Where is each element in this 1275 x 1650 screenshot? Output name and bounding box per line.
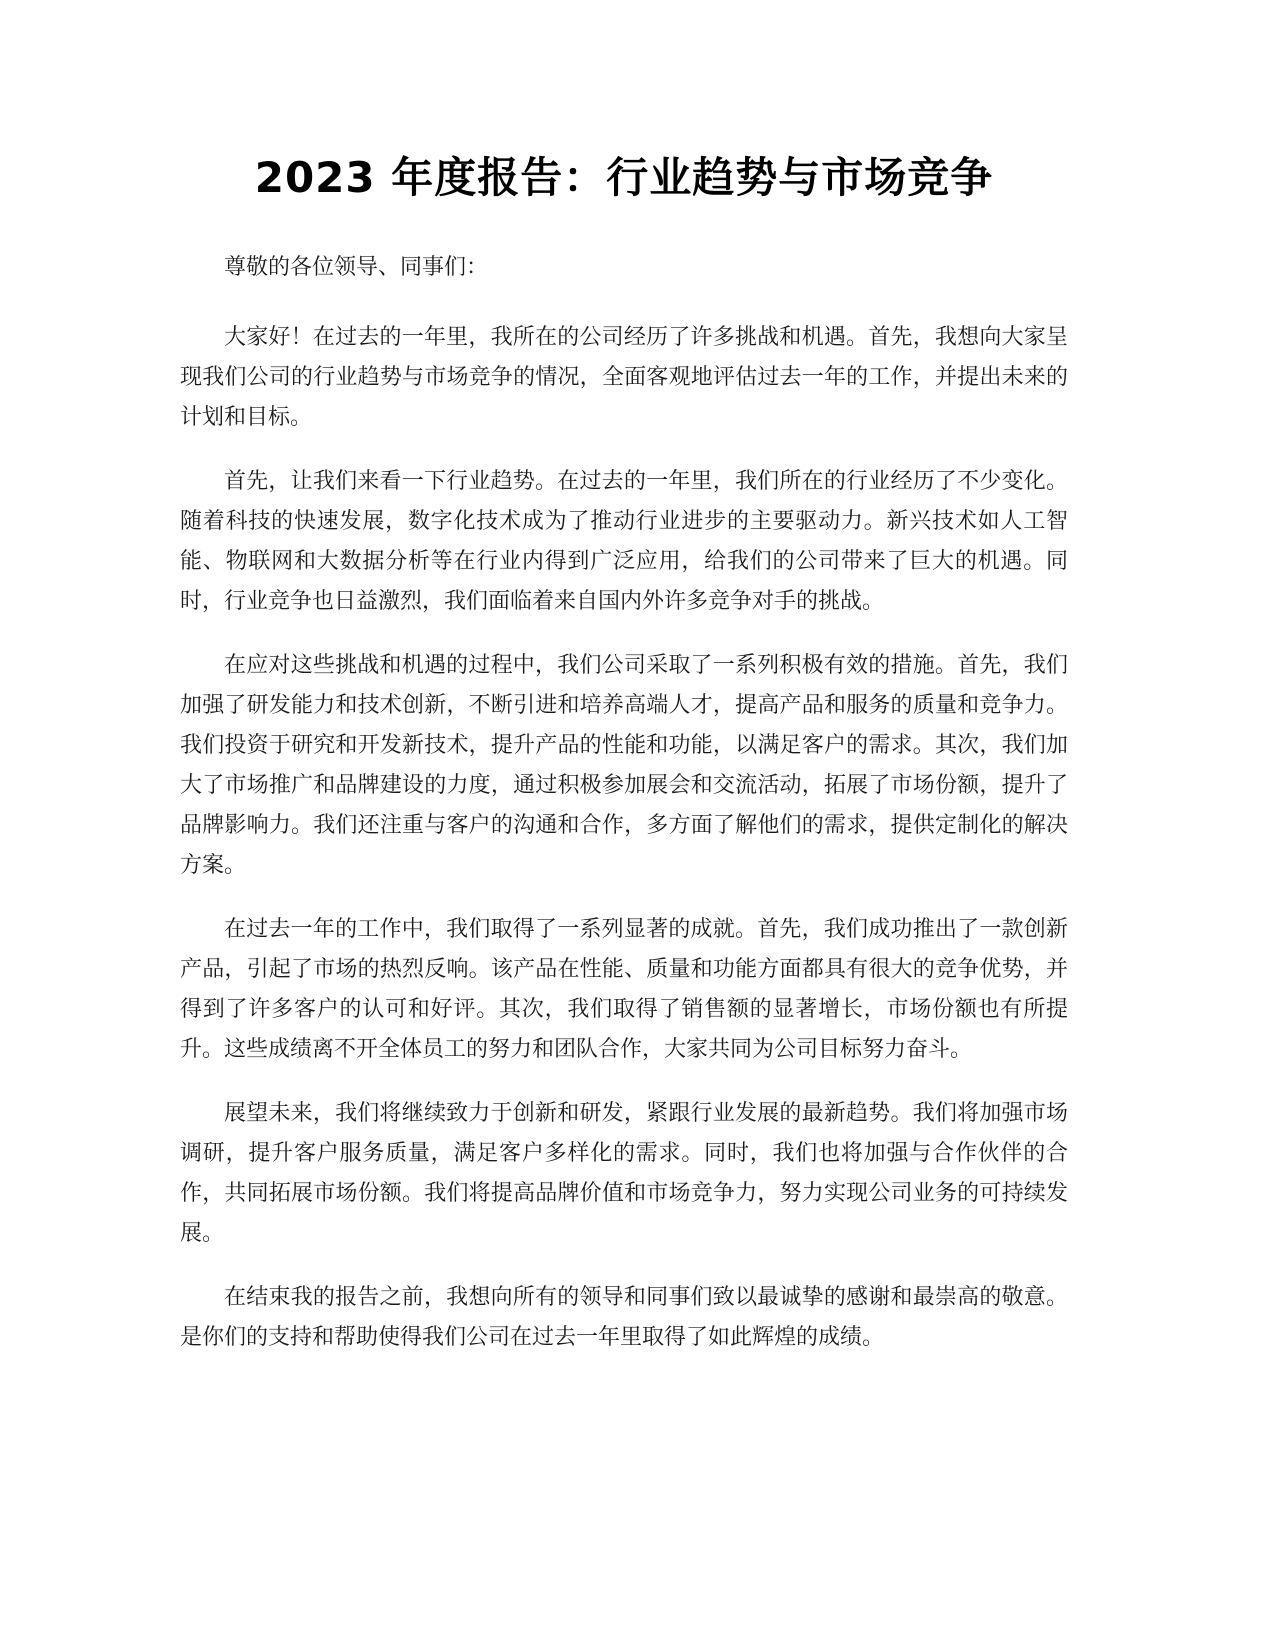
paragraph-achievements: 在过去一年的工作中，我们取得了一系列显著的成就。首先，我们成功推出了一款创新产品，引起了市场的热烈反响。该产品在性能、质量和功能方面都具有很大的竞争优势，并得到了许多客户的认可和好评。其次，我们取得了销售额的显著增长，市场份额也有所提升。这些成绩离不开全体员工的努力和团队合作，大家共同为公司目标努力奋斗。 [180,917,1068,1062]
paragraph-outlook: 展望未来，我们将继续致力于创新和研发，紧跟行业发展的最新趋势。我们将加强市场调研，提升客户服务质量，满足客户多样化的需求。同时，我们也将加强与合作伙伴的合作，共同拓展市场份额。我们将提高品牌价值和市场竞争力，努力实现公司业务的可持续发展。 [180,1101,1068,1246]
paragraph-closing: 在结束我的报告之前，我想向所有的领导和同事们致以最诚挚的感谢和最崇高的敬意。是你们的支持和帮助使得我们公司在过去一年里取得了如此辉煌的成绩。 [180,1285,1068,1350]
paragraph-measures: 在应对这些挑战和机遇的过程中，我们公司采取了一系列积极有效的措施。首先，我们加强了研发能力和技术创新，不断引进和培养高端人才，提高产品和服务的质量和竞争力。我们投资于研究和开发新技术，提升产品的性能和功能，以满足客户的需求。其次，我们加大了市场推广和品牌建设的力度，通过积极参加展会和交流活动，拓展了市场份额，提升了品牌影响力。我们还注重与客户的沟通和合作，多方面了解他们的需求，提供定制化的解决方案。 [180,653,1068,878]
salutation: 尊敬的各位领导、同事们： [224,255,489,280]
paragraph-intro: 大家好！在过去的一年里，我所在的公司经历了许多挑战和机遇。首先，我想向大家呈现我们公司的行业趋势与市场竞争的情况，全面客观地评估过去一年的工作，并提出未来的计划和目标。 [180,325,1068,430]
paragraph-industry-trends: 首先，让我们来看一下行业趋势。在过去的一年里，我们所在的行业经历了不少变化。随着科技的快速发展，数字化技术成为了推动行业进步的主要驱动力。新兴技术如人工智能、物联网和大数据分析等在行业内得到广泛应用，给我们的公司带来了巨大的机遇。同时，行业竞争也日益激烈，我们面临着来自国内外许多竞争对手的挑战。 [180,469,1068,614]
document-title: 2023 年度报告：行业趋势与市场竞争 [254,153,994,202]
document-page [180,0,1068,1358]
